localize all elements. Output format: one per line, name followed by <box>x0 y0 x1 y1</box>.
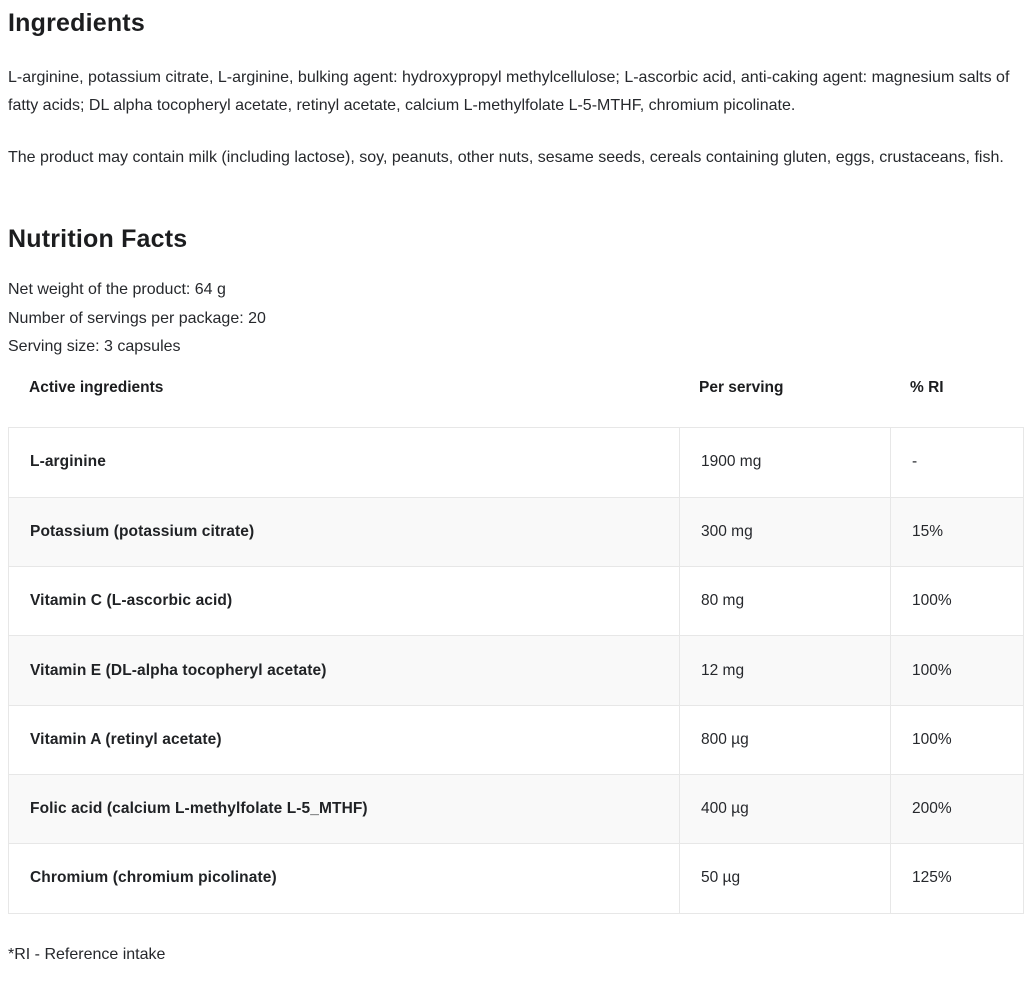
ingredient-name: Potassium (potassium citrate) <box>30 522 255 540</box>
ingredients-paragraph: L-arginine, potassium citrate, L-arginine, bulking agent: hydroxypropyl methylcellulose; L-ascorbic acid, anti-caking agent: magnesium salts of fatty acids; DL alpha tocopheryl acetate, retinyl acetate, calcium L-methylfolate L-5-MTHF, chromium picolinate. <box>8 69 1010 114</box>
ri-value: - <box>890 428 1023 497</box>
table-row <box>9 635 1023 704</box>
ingredients-heading: Ingredients <box>8 9 145 37</box>
ri-value: 100% <box>890 567 1023 635</box>
nutrition-table <box>8 427 1024 914</box>
per-serving-value: 1900 mg <box>679 428 890 497</box>
ingredient-name: Vitamin A (retinyl acetate) <box>30 730 222 748</box>
ingredient-name: Chromium (chromium picolinate) <box>30 869 277 887</box>
ri-value: 15% <box>890 498 1023 566</box>
ingredient-name: Vitamin C (L-ascorbic acid) <box>30 592 233 610</box>
column-header-ri: % RI <box>910 378 944 396</box>
serving-size-line: Serving size: 3 capsules <box>8 338 181 355</box>
per-serving-value: 12 mg <box>679 636 890 704</box>
table-row <box>9 774 1023 843</box>
ingredient-name: Folic acid (calcium L-methylfolate L-5_MTHF) <box>30 800 368 818</box>
reference-intake-footnote: *RI - Reference intake <box>8 945 166 963</box>
nutrition-facts-heading: Nutrition Facts <box>8 225 188 253</box>
per-serving-value: 400 µg <box>679 775 890 843</box>
ri-value: 200% <box>890 775 1023 843</box>
table-row <box>9 705 1023 774</box>
per-serving-value: 300 mg <box>679 498 890 566</box>
ingredient-name: L-arginine <box>30 453 106 471</box>
net-weight-line: Net weight of the product: 64 g <box>8 281 226 298</box>
column-header-active-ingredients: Active ingredients <box>29 378 164 396</box>
product-info-block <box>8 276 1024 362</box>
ri-value: 100% <box>890 636 1023 704</box>
table-row <box>9 566 1023 635</box>
table-row <box>9 843 1023 912</box>
servings-per-package-line: Number of servings per package: 20 <box>8 309 266 327</box>
ingredient-name: Vitamin E (DL-alpha tocopheryl acetate) <box>30 661 327 679</box>
per-serving-value: 50 µg <box>679 844 890 912</box>
table-row <box>9 428 1023 497</box>
table-row <box>9 497 1023 566</box>
column-header-per-serving: Per serving <box>699 378 784 396</box>
per-serving-value: 80 mg <box>679 567 890 635</box>
ri-value: 100% <box>890 706 1023 774</box>
per-serving-value: 800 µg <box>679 706 890 774</box>
allergen-paragraph: The product may contain milk (including lactose), soy, peanuts, other nuts, sesame seeds, cereals containing gluten, eggs, crustaceans, fish. <box>8 149 1004 166</box>
ri-value: 125% <box>890 844 1023 912</box>
nutrition-table-header <box>8 376 1024 400</box>
